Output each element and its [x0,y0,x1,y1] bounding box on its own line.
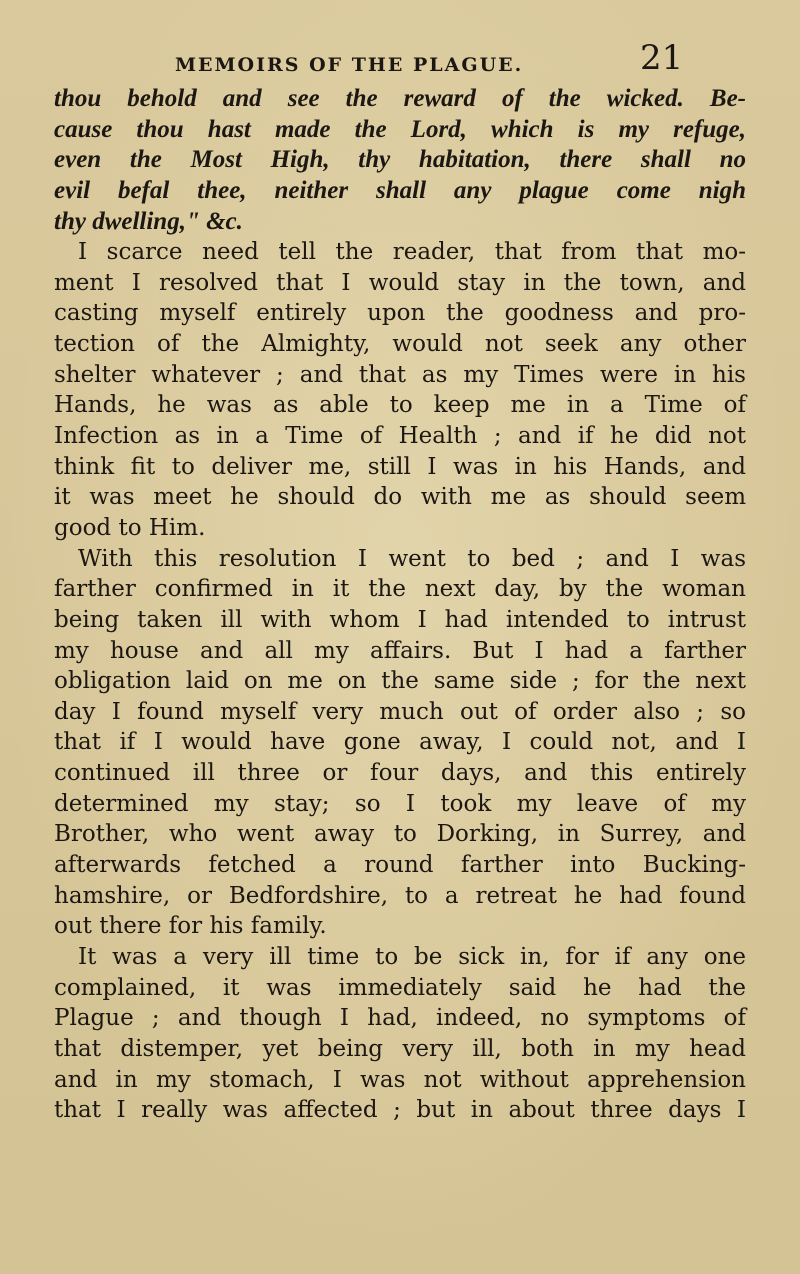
text-line: being taken ill with whom I had intended to intrust [54,606,746,633]
text-line: Brother, who went away to Dorking, in Surrey, and [54,821,746,848]
text-line: thou behold and see the reward of the wicked. Be- [54,85,746,112]
text-line: Hands, he was as able to keep me in a Time of [54,392,746,419]
text-line: afterwards fetched a round farther into Bucking- [54,852,746,879]
running-title: MEMOIRS OF THE PLAGUE. [175,54,524,76]
body-text [54,84,746,1126]
text-line: out there for his family. [54,913,327,940]
text-line: cause thou hast made the Lord, which is my refuge, [54,115,746,143]
text-line: and in my stomach, I was not without apprehension [54,1066,746,1093]
running-head [0,38,800,78]
text-line: It was a very ill time to be sick in, for if any one [78,943,746,970]
text-line: continued ill three or four days, and this entirely [54,760,746,787]
text-line: it was meet he should do with me as should seem [54,484,746,511]
text-line: evil befal thee, neither shall any plague come nigh [54,176,746,204]
text-line: that I really was affected ; but in about three days I [54,1097,746,1124]
text-line: that if I would have gone away, I could not, and I [54,729,746,756]
page-number: 21 [640,38,684,78]
text-line: complained, it was immediately said he had the [54,974,746,1001]
text-line: ment I resolved that I would stay in the town, and [54,269,746,296]
text-line: Plague ; and though I had, indeed, no symptoms of [54,1005,746,1032]
text-line: hamshire, or Bedfordshire, to a retreat he had found [54,882,746,909]
text-line: obligation laid on me on the same side ; for the next [54,668,746,695]
text-line: casting myself entirely upon the goodness and pro- [54,300,746,327]
text-line: even the Most High, thy habitation, there shall no [54,146,746,174]
text-line: shelter whatever ; and that as my Times were in his [54,361,746,388]
text-line: thy dwelling," &c. [54,207,243,235]
text-line: good to Him. [54,514,206,541]
text-line: my house and all my affairs. But I had a farther [54,637,746,664]
text-line: I scarce need tell the reader, that from that mo- [78,239,746,266]
text-line: Infection as in a Time of Health ; and if he did not [54,423,746,450]
text-line: With this resolution I went to bed ; and I was [78,545,746,572]
text-line: day I found myself very much out of order also ; so [54,698,746,725]
text-line: determined my stay; so I took my leave of my [54,790,746,817]
text-line: think fit to deliver me, still I was in his Hands, and [54,453,746,480]
text-line: that distemper, yet being very ill, both in my head [54,1035,746,1062]
text-line: tection of the Almighty, would not seek any other [54,331,746,358]
text-line: farther confirmed in it the next day, by the woman [54,576,746,603]
